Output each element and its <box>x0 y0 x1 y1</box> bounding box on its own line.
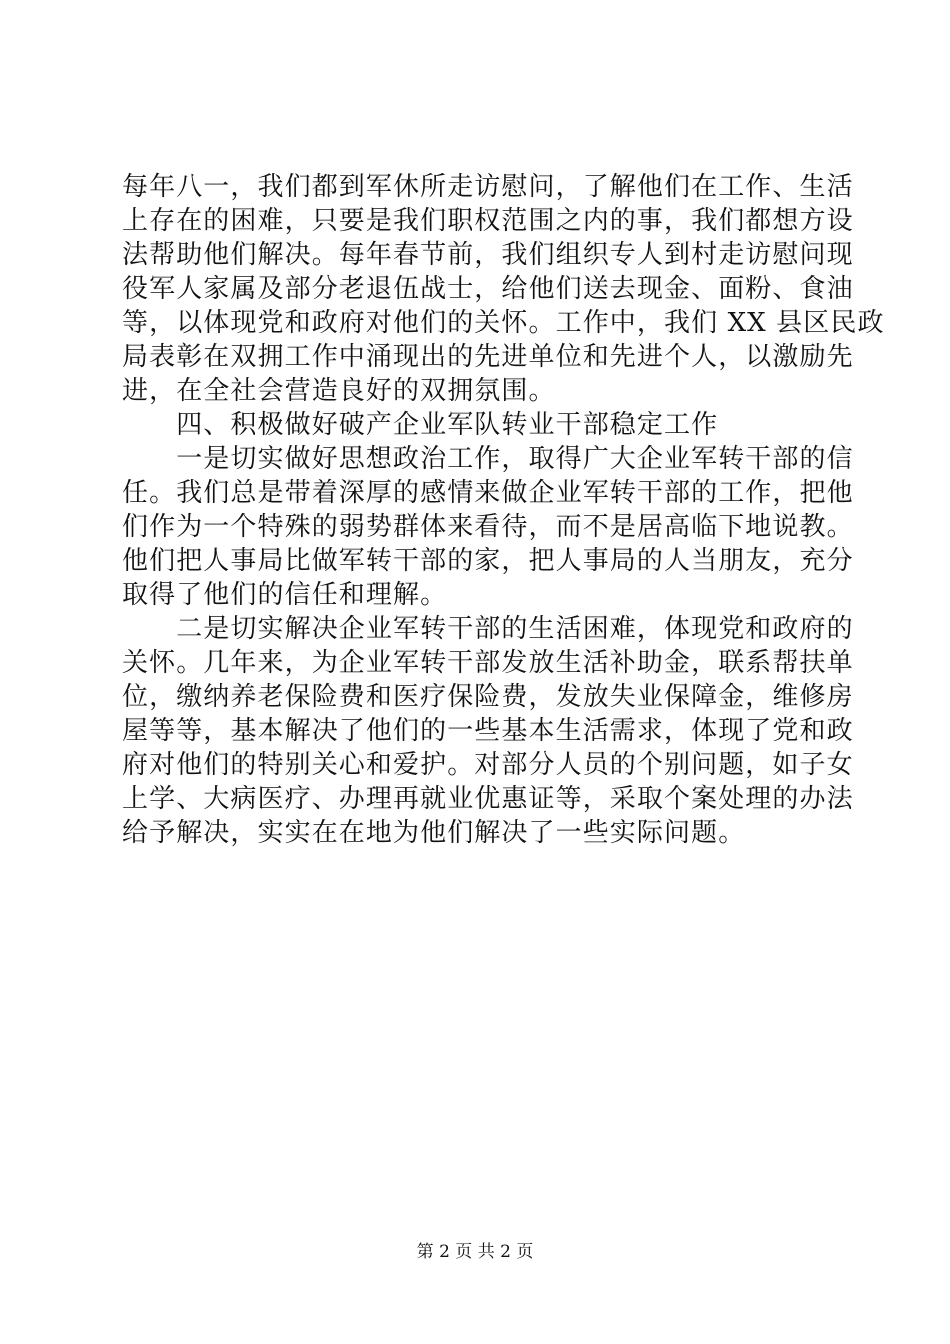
text-line: 任。我们总是带着深厚的感情来做企业军转干部的工作，把他 <box>122 478 854 508</box>
text-line: 每年八一，我们都到军休所走访慰问，了解他们在工作、生活 <box>122 172 854 202</box>
text-line: 役军人家属及部分老退伍战士，给他们送去现金、面粉、食油 <box>122 274 854 304</box>
text-line: 给予解决，实实在在地为他们解决了一些实际问题。 <box>122 818 746 848</box>
text-line: 们作为一个特殊的弱势群体来看待，而不是居高临下地说教。 <box>122 512 854 542</box>
text-line: 取得了他们的信任和理解。 <box>122 580 448 610</box>
text-line: 法帮助他们解决。每年春节前，我们组织专人到村走访慰问现 <box>122 240 854 270</box>
text-line: 上存在的困难，只要是我们职权范围之内的事，我们都想方设 <box>122 206 854 236</box>
text-line: 府对他们的特别关心和爱护。对部分人员的个别问题，如子女 <box>122 750 854 780</box>
text-line: 屋等等，基本解决了他们的一些基本生活需求，体现了党和政 <box>122 716 854 746</box>
text-line: 等，以体现党和政府对他们的关怀。工作中，我们 XX 县区民政 <box>122 308 885 338</box>
page-footer: 第 2 页 共 2 页 <box>416 1242 534 1262</box>
text-line: 上学、大病医疗、办理再就业优惠证等，采取个案处理的办法 <box>122 784 854 814</box>
text-line: 一是切实做好思想政治工作，取得广大企业军转干部的信 <box>122 444 854 474</box>
text-line: 二是切实解决企业军转干部的生活困难，体现党和政府的 <box>122 614 854 644</box>
text-line: 他们把人事局比做军转干部的家，把人事局的人当朋友，充分 <box>122 546 854 576</box>
section-heading: 四、积极做好破产企业军队转业干部稳定工作 <box>122 410 719 440</box>
text-line: 进，在全社会营造良好的双拥氛围。 <box>122 376 556 406</box>
text-line: 关怀。几年来，为企业军转干部发放生活补助金，联系帮扶单 <box>122 648 854 678</box>
text-line: 位，缴纳养老保险费和医疗保险费，发放失业保障金，维修房 <box>122 682 854 712</box>
text-line: 局表彰在双拥工作中涌现出的先进单位和先进个人，以激励先 <box>122 342 854 372</box>
body-text <box>122 170 885 850</box>
